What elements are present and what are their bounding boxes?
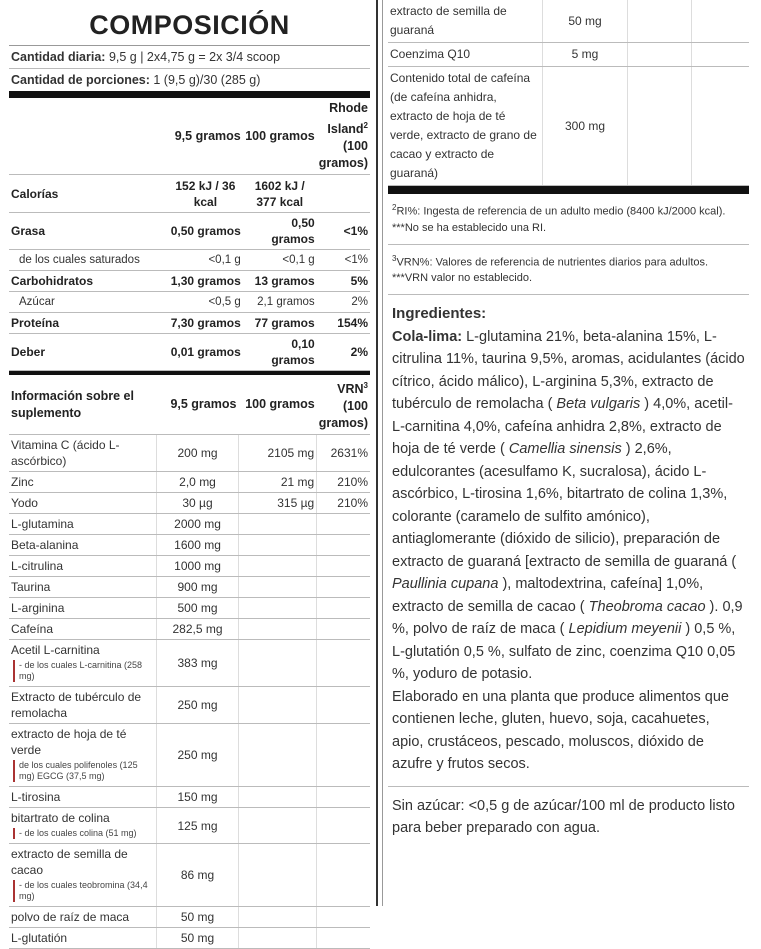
supplement-name-cell <box>9 535 157 556</box>
nutrient-100g: 77 gramos <box>243 313 317 334</box>
supplement-portion: 50 mg <box>157 928 239 949</box>
supplement-portion: 500 mg <box>157 598 239 619</box>
supplement-vrn <box>317 556 370 577</box>
daily-amount-value: 9,5 g | 2x4,75 g = 2x 3/4 scoop <box>105 50 281 64</box>
supplement-name-cell <box>9 577 157 598</box>
supplement-portion: 5 mg <box>543 43 628 67</box>
supplement-name: Extracto de tubérculo de remolacha <box>11 690 142 721</box>
supplement-row <box>9 577 370 598</box>
supplement-name: Yodo <box>11 496 38 511</box>
supplement-name: Beta-alanina <box>11 538 79 553</box>
supplement-table-continued <box>388 0 749 186</box>
nutrient-ri: <1% <box>317 213 370 250</box>
supplement-row <box>388 67 749 186</box>
composition-panel <box>0 0 378 946</box>
supplement-name: Acetil L-carnitina <box>11 643 100 658</box>
supplement-vrn <box>317 907 370 928</box>
nutrient-portion: 7,30 gramos <box>156 313 243 334</box>
supplement-name-cell <box>9 907 157 928</box>
supplement-vrn <box>317 687 370 724</box>
supplement-portion: 250 mg <box>157 724 239 787</box>
supplement-name: L-tirosina <box>11 790 61 805</box>
servings-value: 1 (9,5 g)/30 (285 g) <box>149 73 261 87</box>
nutrient-portion: 0,01 gramos <box>156 334 243 371</box>
supplement-header-label: Información sobre el suplemento <box>9 373 157 435</box>
supplement-row <box>9 619 370 640</box>
supplement-name: L-citrulina <box>11 559 64 574</box>
nutrition-row <box>9 334 370 371</box>
supplement-name-cell <box>9 928 157 949</box>
nutrition-header-portion: 9,5 gramos <box>156 95 243 175</box>
nutrient-100g: 1602 kJ / 377 kcal <box>243 175 317 213</box>
ri-note: $^2$RI%: Ingesta de referencia de un adulto medio (8400 kJ/2000 kcal). ***No se ha establecido una RI. <box>388 194 749 245</box>
supplement-sub-note: - de los cuales L-carnitina (258 mg) <box>13 660 154 682</box>
supplement-portion: 86 mg <box>157 844 239 907</box>
nutrient-ri: 154% <box>317 313 370 334</box>
supplement-100g <box>238 556 316 577</box>
supplement-name: Cafeína <box>11 622 54 637</box>
supplement-name-cell <box>9 514 157 535</box>
supplement-name: L-glutamina <box>11 517 74 532</box>
supplement-100g <box>238 928 316 949</box>
supplement-row <box>9 556 370 577</box>
supplement-portion: 2000 mg <box>157 514 239 535</box>
supplement-row <box>9 687 370 724</box>
supplement-name-cell <box>9 556 157 577</box>
supplement-name: Vitamina C (ácido L-ascórbico) <box>11 438 120 469</box>
supplement-portion: 50 mg <box>543 0 628 43</box>
nutrition-header-row <box>9 95 370 175</box>
supplement-100g <box>238 598 316 619</box>
nutrient-100g: 0,50 gramos <box>243 213 317 250</box>
nutrition-row <box>9 250 370 271</box>
sugar-free-note: Sin azúcar: <0,5 g de azúcar/100 ml de producto listo para beber preparado con agua. <box>392 797 735 836</box>
supplement-row <box>9 640 370 687</box>
nutrition-row <box>9 213 370 250</box>
supplement-vrn <box>317 535 370 556</box>
supplement-100g: 21 mg <box>238 472 316 493</box>
supplement-name: Contenido total de cafeína (de cafeína anhidra, extracto de hoja de té verde, extracto de grano de cacao y extracto de guaraná) <box>388 67 543 186</box>
supplement-100g <box>238 724 316 787</box>
supplement-row <box>388 43 749 67</box>
supplement-100g <box>238 687 316 724</box>
supplement-name: Coenzima Q10 <box>388 43 543 67</box>
supplement-portion: 30 µg <box>157 493 239 514</box>
supplement-name-cell <box>9 808 157 844</box>
supplement-vrn <box>317 577 370 598</box>
supplement-name-cell <box>9 493 157 514</box>
daily-amount <box>9 46 370 69</box>
ingredients-heading: Ingredientes: <box>392 305 487 323</box>
nutrition-row <box>9 292 370 313</box>
nutrient-portion: 152 kJ / 36 kcal <box>156 175 243 213</box>
supplement-header-row <box>9 373 370 435</box>
nutrition-row <box>9 313 370 334</box>
nutrient-portion: <0,1 g <box>156 250 243 271</box>
nutrient-portion: 0,50 gramos <box>156 213 243 250</box>
nutrient-100g: <0,1 g <box>243 250 317 271</box>
nutrient-ri: 5% <box>317 271 370 292</box>
supplement-row <box>9 844 370 907</box>
nutrient-ri: 2% <box>317 292 370 313</box>
supplement-vrn: 210% <box>317 472 370 493</box>
supplement-sub-note: de los cuales polifenoles (125 mg) EGCG (37,5 mg) <box>13 760 154 782</box>
supplement-name: polvo de raíz de maca <box>11 910 130 925</box>
vrn-note: $^3$VRN%: Valores de referencia de nutrientes diarios para adultos. ***VRN valor no establecido. <box>388 245 749 296</box>
supplement-name-cell <box>9 435 157 472</box>
nutrient-ri <box>317 175 370 213</box>
supplement-100g <box>238 535 316 556</box>
supplement-row <box>9 535 370 556</box>
ingredients-panel <box>382 0 753 906</box>
supplement-100g <box>238 787 316 808</box>
supplement-100g <box>238 577 316 598</box>
supplement-vrn <box>317 724 370 787</box>
nutrient-portion: <0,5 g <box>156 292 243 313</box>
servings <box>9 69 370 91</box>
supplement-portion: 150 mg <box>157 787 239 808</box>
supplement-header-vrn: VRN$^3$ (100 gramos) <box>317 373 370 435</box>
supplement-name-cell <box>9 619 157 640</box>
supplement-vrn: 210% <box>317 493 370 514</box>
supplement-row <box>9 787 370 808</box>
supplement-name: extracto de semilla de guaraná <box>388 0 543 43</box>
nutrient-name: Proteína <box>9 313 156 334</box>
supplement-row <box>9 907 370 928</box>
supplement-vrn <box>317 787 370 808</box>
supplement-portion: 125 mg <box>157 808 239 844</box>
supplement-name-cell <box>9 640 157 687</box>
supplement-100g: 2105 mg <box>238 435 316 472</box>
supplement-row <box>9 472 370 493</box>
supplement-header-portion: 9,5 gramos <box>157 373 239 435</box>
supplement-vrn <box>317 808 370 844</box>
supplement-portion: 1000 mg <box>157 556 239 577</box>
supplement-name-cell <box>9 724 157 787</box>
supplement-name: extracto de hoja de té verde <box>11 727 127 758</box>
supplement-name: L-glutatión <box>11 931 68 946</box>
supplement-row <box>9 928 370 949</box>
nutrient-ri: <1% <box>317 250 370 271</box>
supplement-100g <box>238 907 316 928</box>
supplement-name-cell <box>9 844 157 907</box>
supplement-portion: 900 mg <box>157 577 239 598</box>
supplement-portion: 250 mg <box>157 687 239 724</box>
nutrient-name: Deber <box>9 334 156 371</box>
ingredients-text: Cola-lima: L-glutamina 21%, beta-alanina 15%, L-citrulina 11%, taurina 9,5%, aromas, acidulantes (ácido cítrico, ácido málico), L-arginina 5,3%, extracto de tubérculo de remolacha ( Beta vulgaris ) 4,0%, acetil-L-carnitina 4,0%, cafeína anhidra 2,8%, extracto de hoja de té verde ( Camellia sinensis ) 2,6%, edulcorantes (acesulfamo K, sucralosa), ácido L-ascórbico, L-tirosina 1,6%, bitartrato de colina 1,3%, colorante (caramelo de sulfito amónico), antiaglomerante (dióxido de silicio), preparación de extracto de guaraná [extracto de semilla de guaraná ( Paullinia cupana ), maltodextrina, cafeína] 1,0%, extracto de semilla de cacao ( Theobroma cacao ). 0,9 %, polvo de raíz de maca ( Lepidium meyenii ) 0,5 %, L-glutatión 0,5 %, sulfato de zinc, coenzima Q10 0,05 %, yoduro de potasio. <box>392 328 745 683</box>
nutrient-ri: 2% <box>317 334 370 371</box>
nutrient-name: de los cuales saturados <box>9 250 156 271</box>
supplement-header-100g: 100 gramos <box>238 373 316 435</box>
nutrient-portion: 1,30 gramos <box>156 271 243 292</box>
supplement-vrn <box>317 598 370 619</box>
supplement-row <box>9 514 370 535</box>
nutrition-row <box>9 271 370 292</box>
supplement-row <box>9 598 370 619</box>
supplement-portion: 383 mg <box>157 640 239 687</box>
supplement-vrn <box>317 619 370 640</box>
nutrition-header-100g: 100 gramos <box>243 95 317 175</box>
supplement-table <box>9 371 370 949</box>
nutrient-100g: 0,10 gramos <box>243 334 317 371</box>
supplement-portion: 200 mg <box>157 435 239 472</box>
nutrition-row <box>9 175 370 213</box>
supplement-portion: 50 mg <box>157 907 239 928</box>
supplement-name: Zinc <box>11 475 34 490</box>
supplement-100g <box>238 514 316 535</box>
supplement-100g: 315 µg <box>238 493 316 514</box>
supplement-vrn: 2631% <box>317 435 370 472</box>
supplement-100g <box>238 640 316 687</box>
supplement-row <box>9 808 370 844</box>
supplement-100g <box>238 619 316 640</box>
nutrient-100g: 2,1 gramos <box>243 292 317 313</box>
supplement-sub-note: - de los cuales teobromina (34,4 mg) <box>13 880 154 902</box>
supplement-row <box>388 0 749 43</box>
supplement-row <box>9 724 370 787</box>
supplement-row <box>9 493 370 514</box>
supplement-name: extracto de semilla de cacao <box>11 847 128 878</box>
supplement-name-cell <box>9 598 157 619</box>
nutrient-name: Carbohidratos <box>9 271 156 292</box>
supplement-100g <box>238 808 316 844</box>
nutrient-name: Grasa <box>9 213 156 250</box>
nutrition-header-ri: Rhode Island$^2$ (100 gramos) <box>317 95 370 175</box>
nutrient-100g: 13 gramos <box>243 271 317 292</box>
supplement-name: L-arginina <box>11 601 65 616</box>
supplement-portion: 300 mg <box>543 67 628 186</box>
supplement-vrn <box>317 928 370 949</box>
allergen-statement: Elaborado en una planta que produce alimentos que contienen leche, gluten, huevo, soja, cacahuetes, apio, crustáceos, pescado, moluscos, dióxido de azufre y frutos secos. <box>392 688 729 773</box>
nutrient-name: Calorías <box>9 175 156 213</box>
page-title: COMPOSICIÓN <box>9 0 370 46</box>
supplement-portion: 1600 mg <box>157 535 239 556</box>
supplement-name-cell <box>9 472 157 493</box>
supplement-vrn <box>317 844 370 907</box>
supplement-name: bitartrato de colina <box>11 811 110 826</box>
supplement-row <box>9 435 370 472</box>
nutrition-table <box>9 91 370 371</box>
nutrient-name: Azúcar <box>9 292 156 313</box>
ingredients-block <box>388 295 749 787</box>
supplement-portion: 282,5 mg <box>157 619 239 640</box>
supplement-name: Taurina <box>11 580 51 595</box>
daily-amount-label: Cantidad diaria: <box>11 50 106 64</box>
supplement-name-cell <box>9 687 157 724</box>
supplement-vrn <box>317 514 370 535</box>
divider <box>388 186 749 194</box>
supplement-vrn <box>317 640 370 687</box>
supplement-sub-note: - de los cuales colina (51 mg) <box>13 828 154 839</box>
servings-label: Cantidad de porciones: <box>11 73 150 87</box>
supplement-100g <box>238 844 316 907</box>
supplement-portion: 2,0 mg <box>157 472 239 493</box>
supplement-name-cell <box>9 787 157 808</box>
